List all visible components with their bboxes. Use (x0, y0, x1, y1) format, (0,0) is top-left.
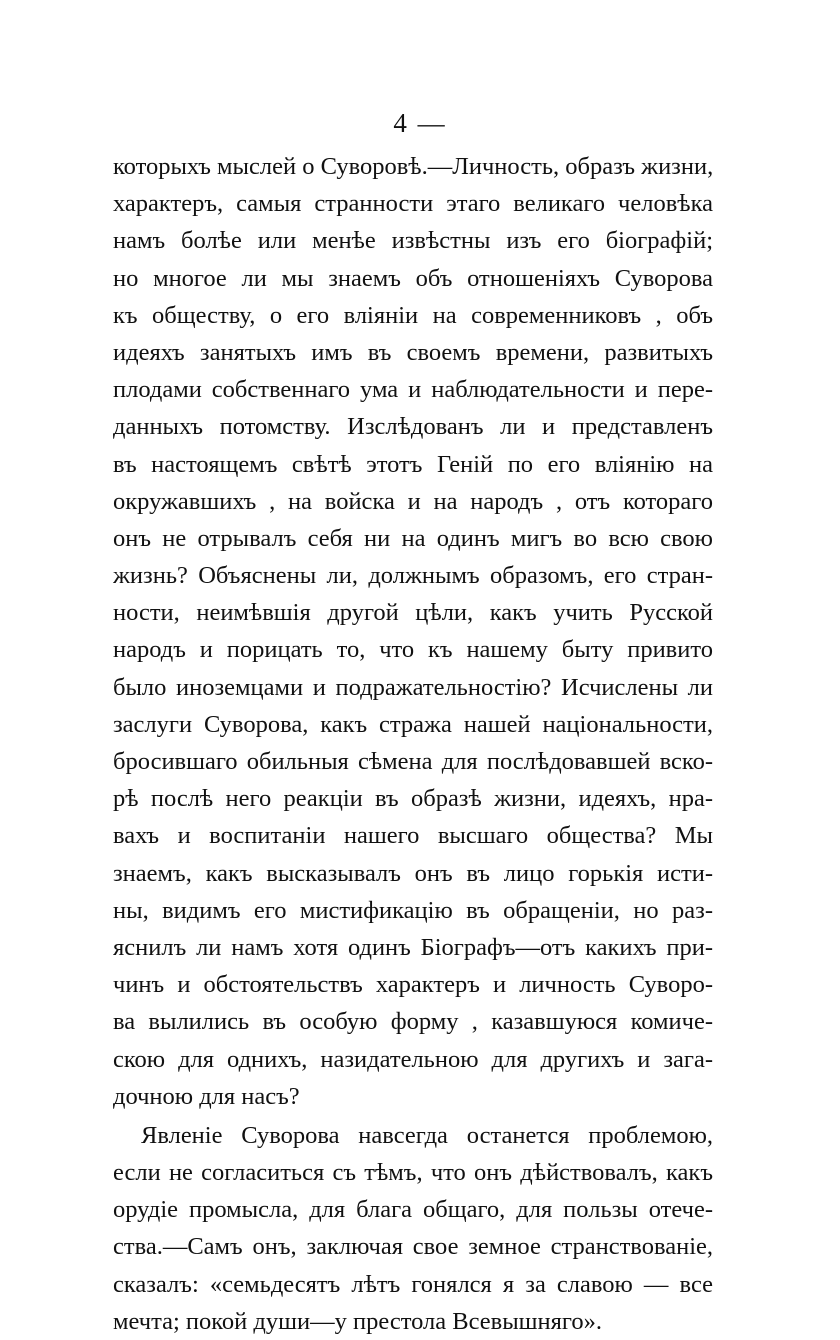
page-number: 4 — (393, 108, 447, 138)
text-line: къ обществу, о его вліяніи на современниковъ , объ (113, 301, 713, 329)
text-line: народъ и порицать то, что къ нашему быту привито (113, 636, 713, 664)
paragraph-1 (113, 148, 713, 1115)
text-line: чинъ и обстоятельствъ характеръ и личность Суворо- (113, 971, 713, 999)
text-line: Явленіе Суворова навсегда останется проблемою, (141, 1121, 713, 1149)
text-line: которыхъ мыслей о Суворовѣ.—Личность, образъ жизни, (113, 153, 713, 180)
text-line: окружавшихъ , на войска и на народъ , отъ котораго (113, 487, 713, 515)
text-line: идеяхъ занятыхъ имъ въ своемъ времени, развитыхъ (113, 338, 713, 366)
text-line: онъ не отрывалъ себя ни на одинъ мигъ во всю свою (113, 524, 713, 552)
text-line: орудіе промысла, для блага общаго, для пользы отече- (113, 1196, 713, 1224)
text-line: мечта; покой души—у престола Всевышняго». (113, 1307, 602, 1335)
text-line: бросившаго обильныя сѣмена для послѣдовавшей вско- (113, 748, 713, 775)
text-line: ства.—Самъ онъ, заключая свое земное странствованіе, (113, 1233, 713, 1261)
text-line: рѣ послѣ него реакціи въ образѣ жизни, идеяхъ, нра- (113, 785, 713, 813)
text-line: въ настоящемъ свѣтѣ этотъ Геній по его вліянію на (113, 450, 713, 478)
text-line: но многое ли мы знаемъ объ отношеніяхъ Суворова (113, 264, 713, 292)
text-line: ны, видимъ его мистификацію въ обращеніи, но раз- (113, 896, 713, 924)
text-line: сказалъ: «семьдесятъ лѣтъ гонялся я за славою — все (113, 1270, 713, 1298)
text-line: было иноземцами и подражательностію? Исчислены ли (113, 673, 713, 701)
text-line: намъ болѣе или менѣе извѣстны изъ его біографій; (113, 227, 713, 255)
body-text (113, 148, 713, 1340)
text-line: знаемъ, какъ высказывалъ онъ въ лицо горькія исти- (113, 859, 713, 887)
paragraph-2 (113, 1117, 713, 1340)
text-line: плодами собственнаго ума и наблюдательности и пере- (113, 376, 713, 404)
text-line: характеръ, самыя странности этаго великаго человѣка (113, 190, 713, 218)
text-line: данныхъ потомству. Изслѣдованъ ли и представленъ (113, 413, 713, 441)
text-line: если не согласиться съ тѣмъ, что онъ дѣйствовалъ, какъ (113, 1159, 713, 1187)
text-line: скою для однихъ, назидательною для другихъ и зага- (113, 1045, 713, 1073)
text-line: жизнь? Объяснены ли, должнымъ образомъ, его стран- (113, 562, 713, 590)
text-line: ности, неимѣвшія другой цѣли, какъ учить Русской (113, 599, 713, 627)
text-line: вахъ и воспитаніи нашего высшаго общества? Мы (113, 822, 713, 850)
text-line: ва вылились въ особую форму , казавшуюся комиче- (113, 1008, 713, 1036)
text-line: заслуги Суворова, какъ стража нашей національности, (113, 710, 713, 738)
text-line: яснилъ ли намъ хотя одинъ Біографъ—отъ какихъ при- (113, 933, 713, 961)
text-line: дочною для насъ? (113, 1082, 300, 1110)
